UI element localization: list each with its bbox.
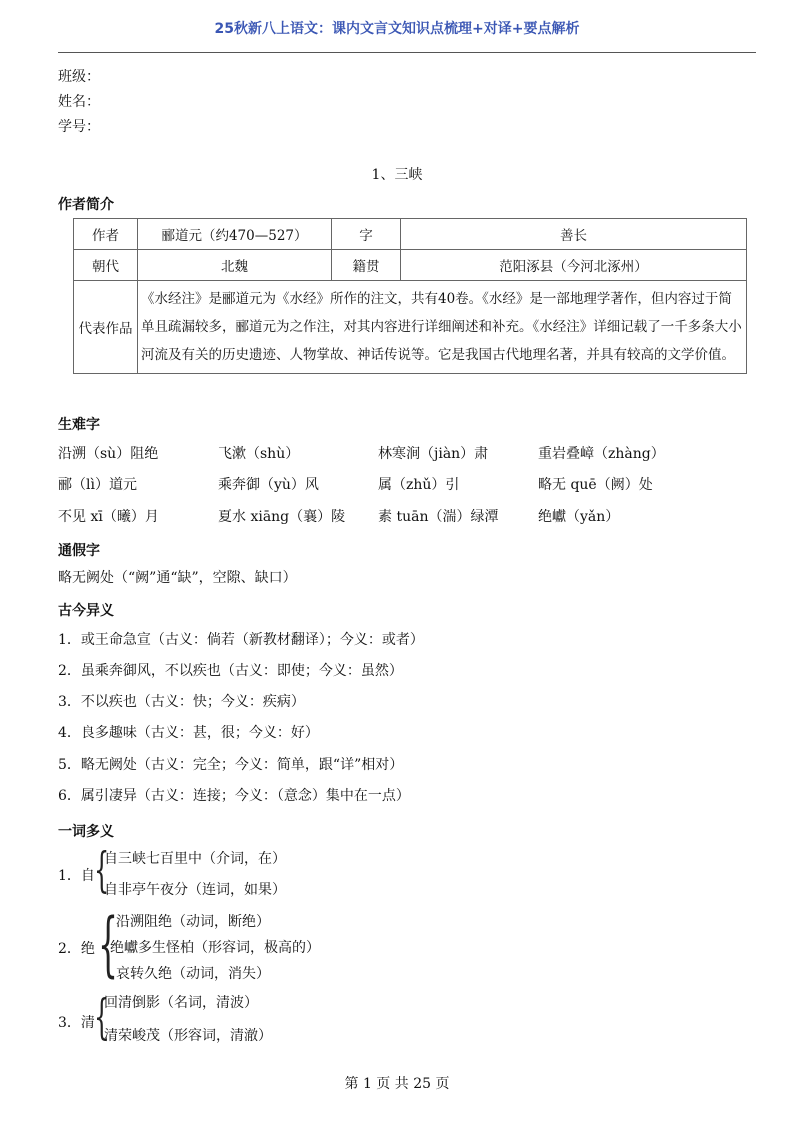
table-cell: 范阳涿县（今河北涿州） (401, 250, 747, 281)
hard-char-item: 郦（lì）道元 (58, 477, 137, 493)
hard-char-item: 林寒涧（jiàn）肃 (378, 446, 489, 462)
gujin-item: 4．良多趣味（古义：甚，很；今义：好） (58, 725, 319, 741)
class-field: 班级： (58, 69, 100, 85)
section-hard-chars: 生难字 (58, 417, 100, 433)
yici-label: 1．自 (58, 868, 95, 884)
table-cell: 善长 (401, 219, 747, 250)
table-cell: 字 (332, 219, 401, 250)
table-row (74, 250, 747, 281)
yici-item: 沿溯阻绝（动词，断绝） (116, 914, 270, 930)
hard-char-item: 飞漱（shù） (218, 446, 300, 462)
hard-char-item: 乘奔御（yù）风 (218, 477, 319, 493)
hard-char-item: 夏水 xiāng（襄）陵 (218, 509, 346, 525)
yici-item: 清荣峻茂（形容词，清澈） (104, 1028, 272, 1044)
yici-label: 2．绝 (58, 941, 95, 957)
section-tongjia: 通假字 (58, 543, 100, 559)
representative-work-text: 《水经注》是郦道元为《水经》所作的注文，共有40卷。《水经》是一部地理学著作，但内容过于简单且疏漏较多，郦道元为之作注，对其内容进行详细阐述和补充。《水经注》详细记载了一千多条大小河流及有关的历史遗迹、人物掌故、神话传说等。它是我国古代地理名著，并具有较高的文学价值。 (138, 281, 747, 374)
gujin-item: 1．或王命急宣（古义：倘若（新教材翻译）；今义：或者） (58, 632, 424, 648)
table-row (74, 281, 747, 374)
yici-item: 自三峡七百里中（介词，在） (104, 851, 286, 867)
hard-char-item: 沿溯（sù）阻绝 (58, 446, 159, 462)
author-table (73, 218, 747, 374)
hard-char-item: 不见 xī（曦）月 (58, 509, 159, 525)
hard-char-item: 略无 quē（阙）处 (538, 477, 653, 493)
gujin-item: 6．属引凄异（古义：连接；今义：（意念）集中在一点） (58, 788, 410, 804)
table-cell: 北魏 (138, 250, 332, 281)
table-row (74, 219, 747, 250)
yici-item: 哀转久绝（动词，消失） (116, 966, 270, 982)
student-id-field: 学号： (58, 119, 100, 135)
gujin-item: 5．略无阙处（古义：完全；今义：简单，跟“详”相对） (58, 757, 404, 773)
gujin-item: 2．虽乘奔御风，不以疾也（古义：即使；今义：虽然） (58, 663, 403, 679)
yici-item: 自非亭午夜分（连词，如果） (104, 882, 286, 898)
brace-icon: { (94, 842, 110, 898)
page-footer: 第 1 页 共 25 页 (344, 1076, 450, 1092)
header-rule (58, 52, 756, 53)
table-cell: 郦道元（约470—527） (138, 219, 332, 250)
yici-label: 3．清 (58, 1015, 95, 1031)
hard-char-item: 属（zhǔ）引 (378, 477, 460, 493)
section-yici: 一词多义 (58, 824, 114, 840)
document-header: 25秋新八上语文：课内文言文知识点梳理+对译+要点解析 (214, 21, 580, 37)
section-author: 作者简介 (58, 197, 114, 213)
gujin-item: 3．不以疾也（古义：快；今义：疾病） (58, 694, 305, 710)
table-cell: 代表作品 (74, 281, 138, 374)
name-field: 姓名： (58, 94, 100, 110)
hard-char-item: 重岩叠嶂（zhàng） (538, 446, 665, 462)
table-cell: 作者 (74, 219, 138, 250)
yici-item: 绝巘多生怪柏（形容词，极高的） (110, 940, 320, 956)
yici-item: 回清倒影（名词，清波） (104, 995, 258, 1011)
brace-icon: { (98, 903, 119, 985)
hard-char-item: 绝巘（yǎn） (538, 509, 620, 525)
tongjia-item: 略无阙处（“阙”通“缺”，空隙、缺口） (58, 570, 297, 586)
hard-char-item: 素 tuān（湍）绿潭 (378, 509, 499, 525)
lesson-title: 1、三峡 (371, 167, 423, 183)
table-cell: 朝代 (74, 250, 138, 281)
table-cell: 籍贯 (332, 250, 401, 281)
section-gujin: 古今异义 (58, 603, 114, 619)
brace-icon: { (94, 989, 110, 1045)
